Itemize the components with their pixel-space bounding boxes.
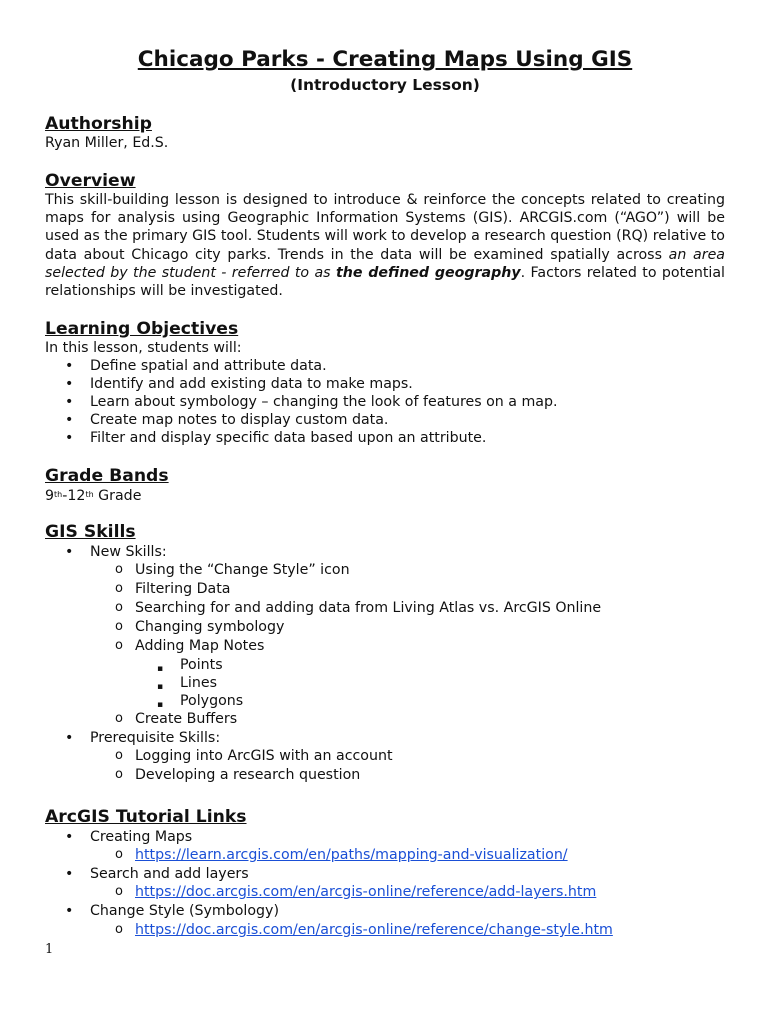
document-subtitle: (Introductory Lesson)	[290, 76, 480, 94]
add-layers-link[interactable]: https://doc.arcgis.com/en/arcgis-online/reference/add-layers.htm	[135, 884, 597, 900]
sub-bullet-icon: o	[115, 581, 123, 596]
creating-maps-link[interactable]: https://learn.arcgis.com/en/paths/mapping-and-visualization/	[135, 847, 568, 863]
bullet-icon: •	[65, 903, 74, 919]
overview-paragraph	[45, 191, 725, 300]
sub-bullet-icon: o	[115, 847, 123, 862]
gis-skills-heading: GIS Skills	[45, 522, 136, 542]
bullet-icon: •	[65, 394, 74, 410]
overview-heading: Overview	[45, 171, 136, 191]
bullet-icon: •	[65, 866, 74, 882]
overview-text-italic: an area selected by the student - referred to as	[45, 246, 725, 281]
change-style-link[interactable]: https://doc.arcgis.com/en/arcgis-online/reference/change-style.htm	[135, 922, 613, 938]
sub-bullet-icon: o	[115, 638, 123, 653]
bullet-icon: •	[65, 829, 74, 845]
page-number: 1	[45, 942, 54, 957]
bullet-icon: •	[65, 376, 74, 392]
sub-bullet-icon: o	[115, 711, 123, 726]
overview-text: This skill-building lesson is designed to introduce & reinforce the concepts related to creating maps for analysis using Geographic Information Systems (GIS). ARCGIS.com (“AGO”) will be used as the primary GIS tool. Students will work to develop a research question (RQ) relative to data about Chicago city parks. Trends in the data will be examined spatially across	[45, 192, 725, 263]
bullet-icon: •	[65, 358, 74, 374]
bullet-icon: •	[65, 730, 74, 746]
learning-objectives-heading: Learning Objectives	[45, 319, 239, 339]
overview-text-end: . Factors related to potential relationships will be investigated.	[45, 264, 725, 300]
bullet-icon: •	[65, 430, 74, 446]
sub-bullet-icon: o	[115, 600, 123, 615]
defined-geography-term: the defined geography	[335, 264, 521, 281]
square-bullet-icon: ▪	[157, 700, 164, 710]
sub-bullet-icon: o	[115, 748, 123, 763]
grade-bands-value: 9th-12th Grade	[45, 488, 142, 504]
learning-objectives-intro: In this lesson, students will:	[45, 340, 242, 356]
grade-bands-heading: Grade Bands	[45, 466, 169, 486]
bullet-icon: •	[65, 412, 74, 428]
sub-bullet-icon: o	[115, 767, 123, 782]
author-name: Ryan Miller, Ed.S.	[45, 135, 169, 151]
sub-bullet-icon: o	[115, 619, 123, 634]
sub-bullet-icon: o	[115, 884, 123, 899]
sub-bullet-icon: o	[115, 562, 123, 577]
document-title: Chicago Parks - Creating Maps Using GIS	[137, 47, 633, 72]
bullet-icon: •	[65, 544, 74, 560]
tutorial-links-heading: ArcGIS Tutorial Links	[45, 807, 247, 827]
square-bullet-icon: ▪	[157, 682, 164, 692]
sub-bullet-icon: o	[115, 922, 123, 937]
authorship-heading: Authorship	[45, 114, 152, 134]
square-bullet-icon: ▪	[157, 664, 164, 674]
